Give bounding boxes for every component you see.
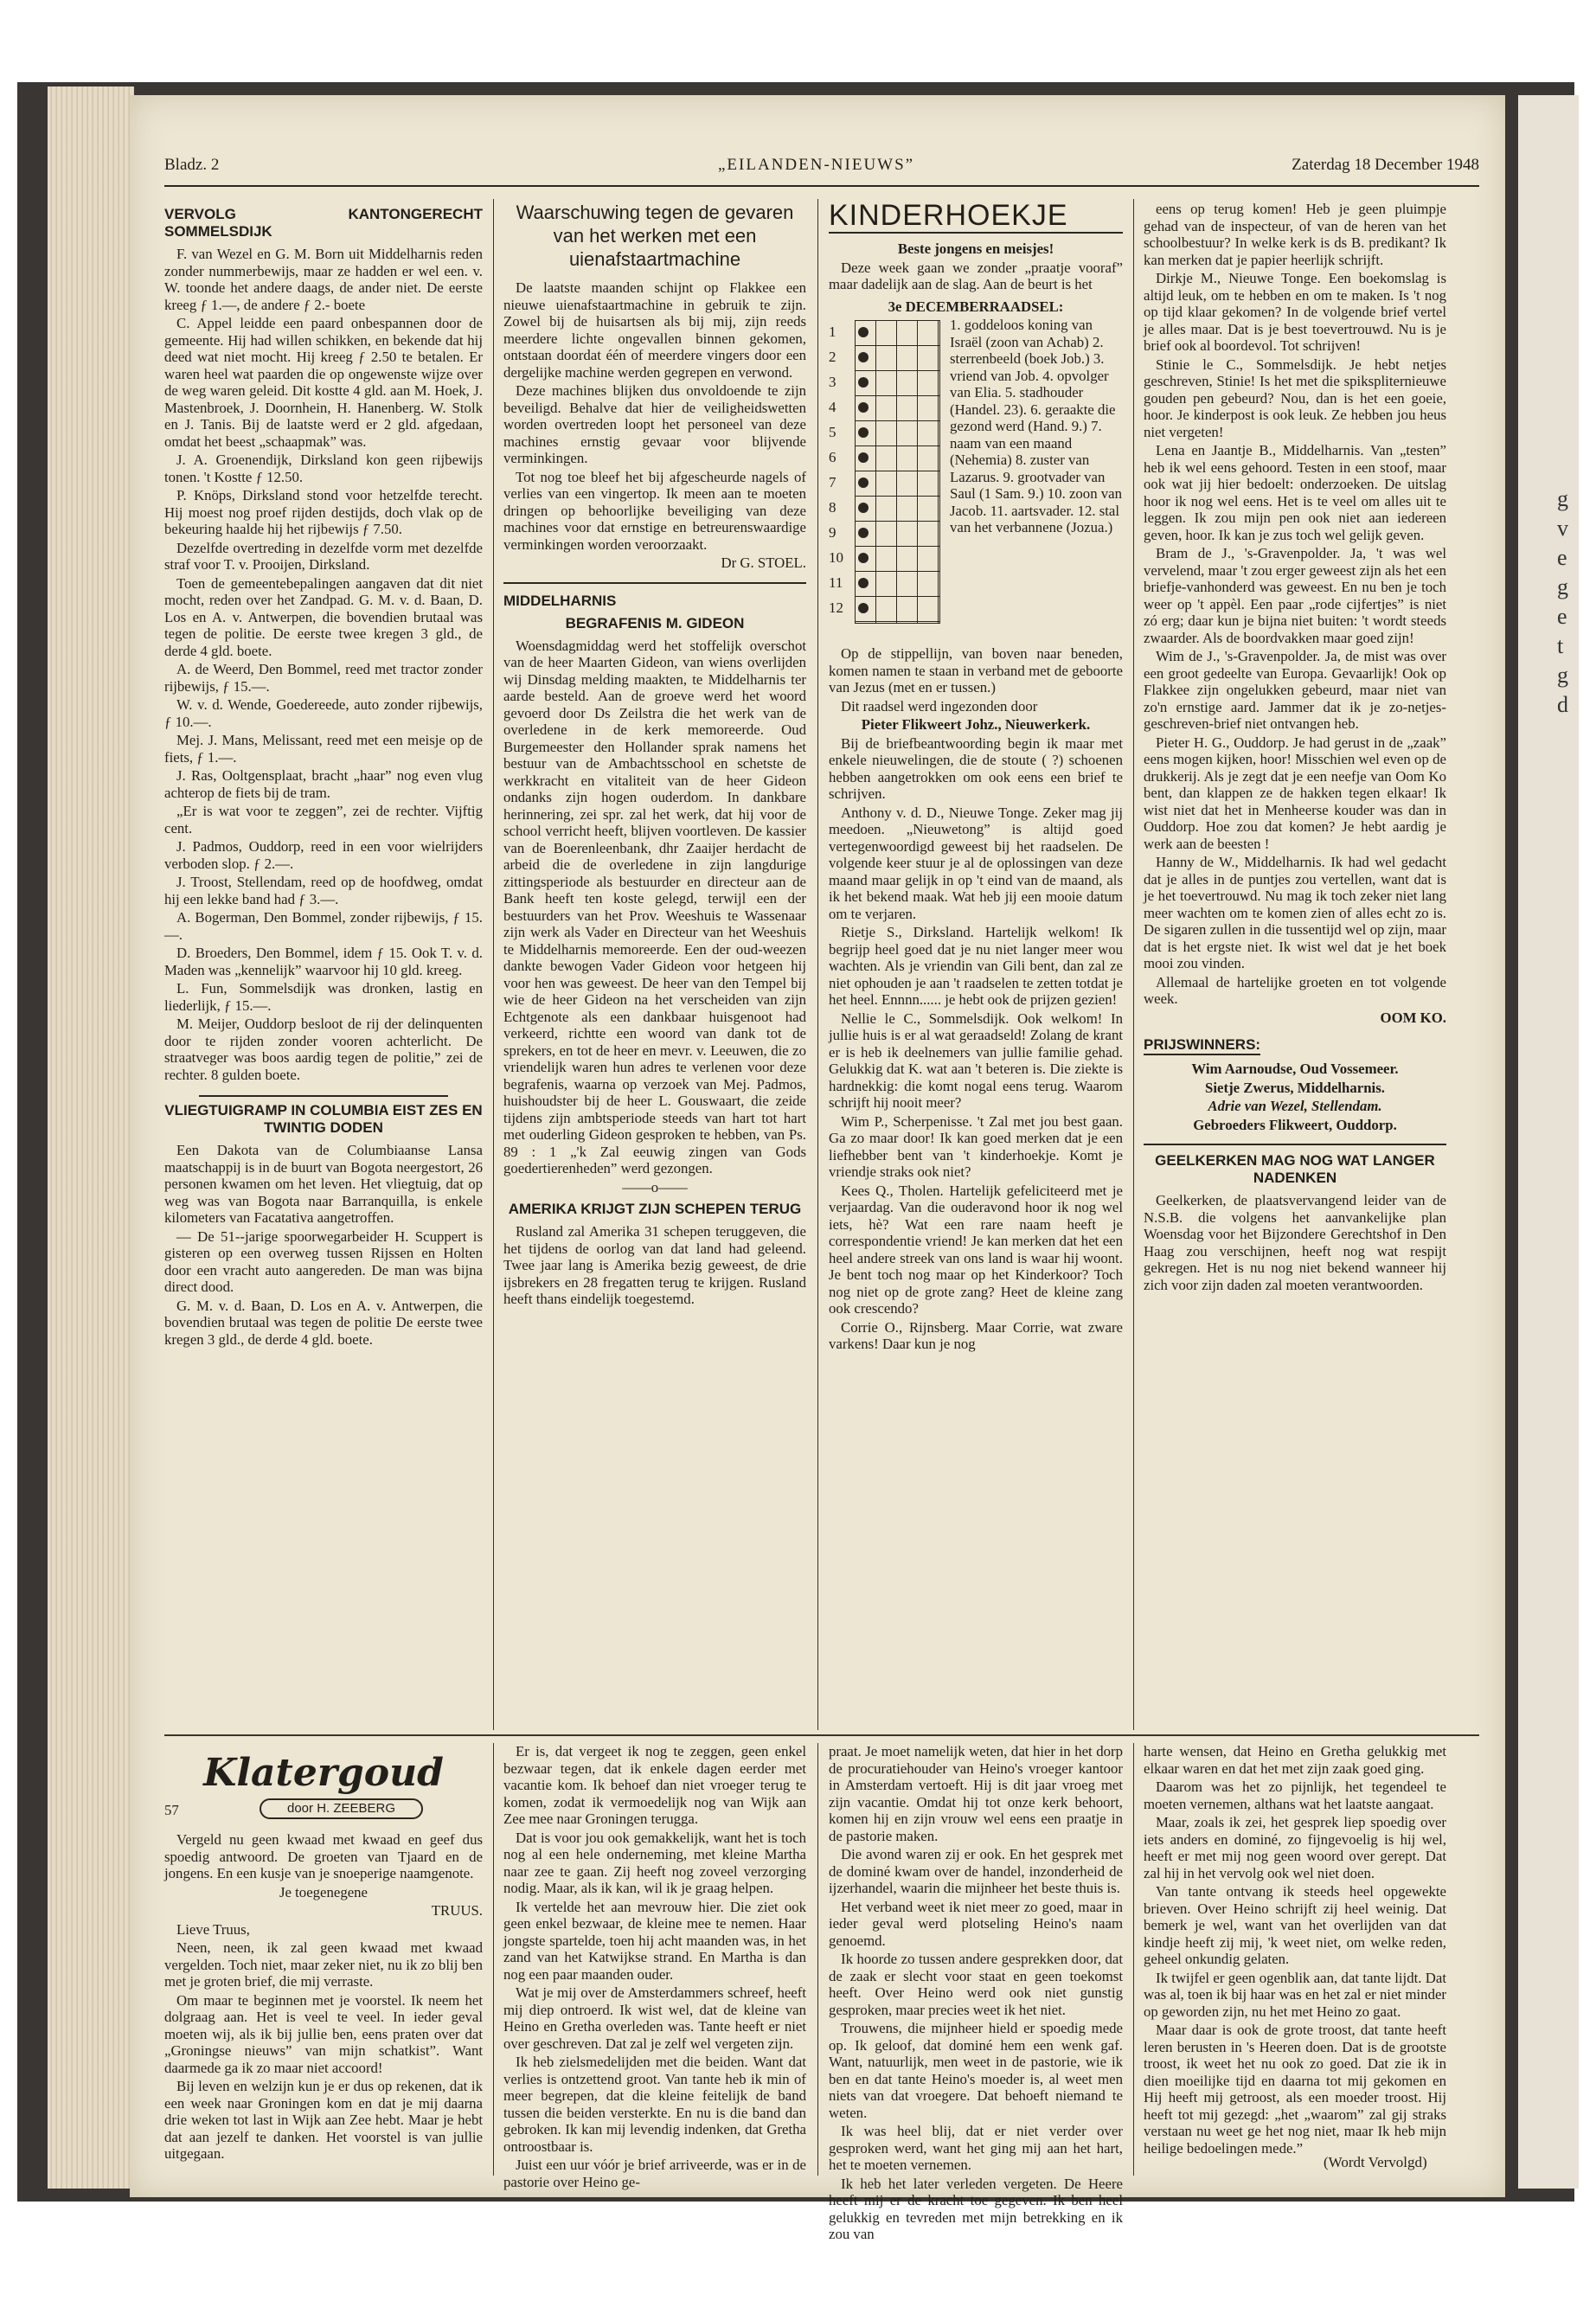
paragraph: — De 51--jarige spoorwegarbeider H. Scuppert is gisteren op een overweg tussen Rijssen en Holten door een vracht auto aangereden. De man was bijna direct dood. xyxy=(164,1227,483,1295)
section-rule xyxy=(164,1734,1479,1736)
puzzle-dot xyxy=(858,327,869,337)
paper-name: „EILANDEN-NIEUWS” xyxy=(718,156,915,174)
puzzle-number: 1 xyxy=(829,324,836,340)
letter-closing: Je toegenegene xyxy=(279,1883,369,1900)
serial-column-4 xyxy=(1144,1743,1446,2157)
column-divider xyxy=(1133,199,1134,1730)
prize-winner: Adrie van Wezel, Stellendam. xyxy=(1208,1098,1382,1114)
column-divider xyxy=(817,1743,818,2176)
puzzle-dot xyxy=(858,553,869,563)
masthead-rule xyxy=(164,185,1479,187)
article-heading: VLIEGTUIGRAMP IN COLUMBIA EIST ZES EN TWINTIG DODEN xyxy=(164,1102,483,1136)
puzzle-number: 3 xyxy=(829,374,836,390)
adjacent-letter: v xyxy=(1557,516,1568,541)
paragraph: Bij de briefbeantwoording begin ik maar met enkele nieuwelingen, die de stoute ( ?) schoenen hebben aangetrokken om ook eens een brief te schrijven. xyxy=(829,734,1123,802)
puzzle-dot xyxy=(858,478,869,488)
paragraph: Van tante ontvang ik steeds heel opgewekte brieven. Over Heino schrijft zij heel weinig. Dat bemerk je wel, want van het overlijden van dat kindje heeft zij mij, 'k weet niet, om welke reden, geheel onkundig gelaten. xyxy=(1144,1883,1446,1967)
paragraph: Een Dakota van de Columbiaanse Lansa maatschappij is in de buurt van Bogota neergestort, 26 personen kwamen om het leven. Het vliegtuig, dat op weg was van Bogota naar Barranquilla, is enkele kilometers van Facatativa aangetroffen. xyxy=(164,1142,483,1226)
puzzle-dot xyxy=(858,427,869,438)
puzzle-number: 5 xyxy=(829,424,836,440)
puzzle-area xyxy=(829,317,1123,645)
adjacent-letter: d xyxy=(1557,692,1568,717)
episode-number: 57 xyxy=(164,1802,179,1818)
column-2 xyxy=(503,197,806,1728)
adjacent-letter: g xyxy=(1557,663,1568,688)
paragraph: J. Ras, Ooltgensplaat, bracht „haar” nog even vlug achterop de fiets bij de tram. xyxy=(164,767,483,801)
paragraph: Bij leven en welzijn kun je er dus op rekenen, dat ik een week naar Groningen kom en dat je mij daarna drie weken tot last in Wijk aan Zee hebt. Maar je hebt dat aan jezelf te danken. Het voorstel is van jullie uitgegaan. xyxy=(164,2078,483,2162)
paragraph: Geelkerken, de plaatsvervangend leider van de N.S.B. die volgens het aanvankelijke plan Woensdag voor het Bijzondere Gerechtshof in Den Haag zou verschijnen, heeft nog wat respijt gekregen. Het is nu nog niet bekend wanneer hij zich voor zijn daden zal moeten verantwoorden. xyxy=(1144,1192,1446,1293)
article-heading: VERVOLG KANTONGERECHT SOMMELSDIJK xyxy=(164,206,483,240)
column-3 xyxy=(829,197,1123,1728)
puzzle-number: 4 xyxy=(829,399,836,415)
paragraph: Neen, neen, ik zal geen kwaad met kwaad vergelden. Toch niet, maar zeker niet, nu ik zo blij ben met je groten brief, die mij verraste. xyxy=(164,1939,483,1990)
paragraph: Anthony v. d. D., Nieuwe Tonge. Zeker mag jij meedoen. „Nieuwetong” is altijd goed vertegenwoordigd geweest bij het raadselen. De volgende keer stuur je al de oplossingen van deze maand maar gelijk in op 't eind van de maand, als ik het bekend maak. Wat heb jij een mooie datum om te verjaren. xyxy=(829,804,1123,922)
paragraph: J. Padmos, Ouddorp, reed in een voor wielrijders verboden slop. ƒ 2.—. xyxy=(164,838,483,872)
adjacent-letter: g xyxy=(1557,574,1568,599)
paragraph: Er is, dat vergeet ik nog te zeggen, geen enkel bezwaar tegen, dat ik enkele dagen eerder met vacantie kom. Ik behoef dan niet vroeger terug te komen, zodat ik vermoedelijk nog van Wijk aan Zee mee naar Groningen terugga. xyxy=(503,1743,806,1827)
puzzle-title: 3e DECEMBERRAADSEL: xyxy=(888,298,1064,315)
masthead xyxy=(164,156,1479,182)
issue-date: Zaterdag 18 December 1948 xyxy=(1292,156,1479,174)
paragraph: Toen de gemeentebepalingen aangaven dat dit niet mocht, reden over het Zandpad. G. M. v. d. Baan, D. Los en A. v. Antwerpen, die bovendien brutaal was tegen de politie. De eerste twee kregen 3 gld., de derde 4 gld. boete. xyxy=(164,574,483,659)
column-divider xyxy=(817,199,818,1730)
paragraph: Mej. J. Mans, Melissant, reed met een meisje op de fiets, ƒ 1.—. xyxy=(164,732,483,766)
separator-rule xyxy=(1144,1144,1446,1145)
prize-heading: PRIJSWINNERS: xyxy=(1144,1036,1260,1055)
section-title: KINDERHOEKJE xyxy=(829,199,1123,234)
column-1 xyxy=(164,201,483,1732)
paragraph: Vergeld nu geen kwaad met kwaad en geef dus spoedig antwoord. De groeten van Tjaard en de jongens. En een kusje van je snoeperige naamgenote. xyxy=(164,1831,483,1881)
place-heading: MIDDELHARNIS xyxy=(503,592,617,609)
signature: Dr G. STOEL. xyxy=(721,554,806,571)
greeting: Beste jongens en meisjes! xyxy=(897,240,1054,257)
paragraph: De laatste maanden schijnt op Flakkee een nieuwe uienafstaartmachine in gebruik te zijn. Zowel bij de huisartsen als bij mij, zijn reeds meerdere lichte ongevallen binnen gekomen, ontstaan doordat één of meerdere vingers door een dergelijke machine werden gegrepen en verwond. xyxy=(503,279,806,381)
paragraph: Hanny de W., Middelharnis. Ik had wel gedacht dat je alles in de puntjes zou vertellen, want dat is je het toevertrouwd. Nu mag ik toch zeker niet lang meer wachten om te komen zien of alles echt zo is. De sigaren zullen in die tussentijd wel op zijn, maar dat is het ergste niet. Ik wist wel dat je het boek mooi zou vinden. xyxy=(1144,854,1446,971)
puzzle-number: 6 xyxy=(829,449,836,465)
serial-byline: door H. ZEEBERG xyxy=(260,1798,423,1819)
puzzle-dot xyxy=(858,452,869,463)
prize-winner: Wim Aarnoudse, Oud Vossemeer. xyxy=(1191,1061,1399,1077)
article-heading: Waarschuwing tegen de gevaren van het werken met een uienafstaartmachine xyxy=(516,202,794,270)
paragraph: F. van Wezel en G. M. Born uit Middelharnis reden zonder nummerbewijs, maar ze hadden er wel een. v. W. toonde het andere daags, de ander niet. De eerste kreeg ƒ 1.—, de andere ƒ 2.- boete xyxy=(164,246,483,313)
paragraph: harte wensen, dat Heino en Gretha gelukkig met elkaar waren en dat het met zijn zaak goed ging. xyxy=(1144,1743,1446,1777)
paragraph: L. Fun, Sommelsdijk was dronken, lastig en liederlijk, ƒ 15.—. xyxy=(164,980,483,1014)
adjacent-letter: e xyxy=(1557,545,1567,570)
separator: ——o—— xyxy=(622,1178,688,1195)
paragraph: G. M. v. d. Baan, D. Los en A. v. Antwerpen, die bovendien brutaal was tegen de politie De eerste twee kregen 3 gld., de derde 4 gld. boete. xyxy=(164,1297,483,1348)
paragraph: Nellie le C., Sommelsdijk. Ook welkom! In jullie huis is er al wat geraadseld! Zolang de krant er is heb ik deelnemers van jullie familie gehad. Gelukkig dat K. wat aan 't beteren is. Die ziekte is hardnekkig: die komt nogal eens terug. Waarom schrijft hij nooit meer? xyxy=(829,1009,1123,1111)
paragraph: Kees Q., Tholen. Hartelijk gefeliciteerd met je verjaardag. Van die ouderavond hoor ik nog wel iets, hè? Wat een rare naam heeft je correspondentie vriend! Je kan merken dat het een heel andere streek van ons land is waar hij woont. Je bent toch nog maar op het Kinderkoor? Toch nog niet op de grote zang? Heet de kleine zang ook crescendo? xyxy=(829,1182,1123,1317)
paragraph: Deze machines blijken dus onvoldoende te zijn beveiligd. Behalve dat hier de veiligheidswetten worden overtreden loopt het personeel van deze machines ernstig gevaar voor blijvende verminkingen. xyxy=(503,382,806,466)
page-number: Bladz. 2 xyxy=(164,156,220,174)
paragraph: Wat je mij over de Amsterdammers schreef, heeft mij diep ontroerd. Ik wist wel, dat de kleine van Heino en Gretha overleden was. Tante heeft er niet over geschreven. Dat zal je zelf wel vergeten zijn. xyxy=(503,1984,806,2052)
column-divider xyxy=(1133,1743,1134,2176)
paragraph: Ik vertelde het aan mevrouw hier. Die ziet ook geen enkel bezwaar, de kleine mee te nemen. Haar jongste spartelde, toen hij acht maanden was, in het zand van het Katwijkse strand. En Martha is dan nog een paar maanden ouder. xyxy=(503,1898,806,1983)
paragraph: W. v. d. Wende, Goedereede, auto zonder rijbewijs, ƒ 10.—. xyxy=(164,696,483,730)
adjacent-letter: t xyxy=(1557,633,1564,658)
paragraph: Dit raadsel werd ingezonden door xyxy=(841,697,1038,715)
paragraph: P. Knöps, Dirksland stond voor hetzelfde terecht. Hij moest nog proef rijden destijds, doch vlak op de bekeuring haalde hij het rijbewijs ƒ 7.50. xyxy=(164,487,483,537)
article-heading: AMERIKA KRIJGT ZIJN SCHEPEN TERUG xyxy=(508,1201,802,1217)
puzzle-number: 2 xyxy=(829,349,836,365)
puzzle-number: 8 xyxy=(829,499,836,516)
puzzle-grid-block xyxy=(829,320,941,623)
prize-winner: Sietje Zwerus, Middelharnis. xyxy=(1205,1079,1385,1096)
serial-column-3 xyxy=(829,1743,1123,2242)
paragraph: Wim P., Scherpenisse. 't Zal met jou best gaan. Ga zo maar door! Ik kan goed merken dat je een liefhebber bent van 't kinderhoekje. Komt je vriendje straks ook niet? xyxy=(829,1112,1123,1180)
paragraph: Dat is voor jou ook gemakkelijk, want het is toch nog al een hele onderneming, met kleine Martha naar zee te gaan. Zij heeft nog zoveel verzorging nodig. Maar, als ik kan, wil ik je graag helpen. xyxy=(503,1829,806,1896)
puzzle-dot xyxy=(858,503,869,513)
paragraph: Ik twijfel er geen ogenblik aan, dat tante lijdt. Dat was al, toen ik bij haar was en het zal er niet minder op geworden zijn, nu het met Heino zo gaat. xyxy=(1144,1969,1446,2020)
separator-rule xyxy=(199,1095,448,1097)
paragraph: A. de Weerd, Den Bommel, reed met tractor zonder rijbewijs, ƒ 15.—. xyxy=(164,661,483,695)
prize-winner: Gebroeders Flikweert, Ouddorp. xyxy=(1193,1116,1397,1133)
column-4 xyxy=(1144,201,1446,1732)
newspaper-page xyxy=(130,95,1505,2242)
paragraph: J. Troost, Stellendam, reed op de hoofdweg, omdat hij een lekke band had ƒ 3.—. xyxy=(164,874,483,907)
paragraph: Woensdagmiddag werd het stoffelijk overschot van de heer Maarten Gideon, van wiens overlijden wij Dinsdag melding maakten, te Middelharnis ter aarde besteld. Aan de groeve werd het woord gevoerd door Ds Zeilstra die het werk van de overledene in de kerk memoreerde. Oud Burgemeester den Hollander sprak namens het bestuur van de Ambachtsschool en schetste de werkkracht en vitaliteit van de heer Gideon ondanks zijn hogen ouderdom. In dankbare herinnering, zei spr. zal het werk, dat hij voor de school verricht heeft, blijven voortleven. De kassier van de Boerenleenbank, dhr Zaaijer herdacht de arbeid die de overledene in zijn langdurige zittingsperiode als bestuurder en directeur aan de Bank heeft ten koste gelegd, terwijl een der bestuurders van het Prov. Weeshuis te Wassenaar zijn werk als Vader en Directeur van het Weeshuis te Middelharnis memoreerde. Een der oud-weezen dankte bewogen Vader Gideon voor hetgeen hij voor hen was geweest. De heer van den Tempel bij wie de heer Gideon na het verscheiden van zijn Echtgenote als een dankbaar huisgenoot had verkeerd, richtte een woord van dank tot de sprekers, en tot de heer en mevr. v. Leeuwen, die zo vriendelijk waren hun adres te verlenen voor deze begrafenis, waarna op verzoek van Mej. Padmos, huishoudster bij de heer L. Gouswaart, die zeide tijdens zijn ambtsperiode steeds van hart tot hart met ouderling Gideon gesproken te hebben, van Ps. 89 : 1 „'k Zal eeuwig zingen van Gods goedertierenheden” werd gezongen. xyxy=(503,637,806,1176)
paragraph: M. Meijer, Ouddorp besloot de rij der delinquenten door te rijden zonder vooren achterlicht. De straatveger was boos aardig tegen de politie,” zei de rechter. 8 gulden boete. xyxy=(164,1016,483,1083)
signature: OOM KO. xyxy=(1380,1009,1446,1026)
paragraph: Deze week gaan we zonder „praatje vooraf” maar dadelijk aan de slag. Aan de beurt is het xyxy=(829,259,1123,292)
paragraph: Lena en Jaantje B., Middelharnis. Van „testen” heb ik wel eens gehoord. Testen in een stoof, maar ook wat jij hier bedoelt: onderzoeken. De uitslag hoor ik nog wel eens. Het is te veel om alles uit te leggen. Ik zou mijn pen ook niet aan iedereen geven, hoor. Ik kan je zus toch wel gelijk geven. xyxy=(1144,442,1446,543)
puzzle-number: 9 xyxy=(829,524,836,541)
serial-title: Klatergoud xyxy=(203,1751,444,1795)
paragraph: Allemaal de hartelijke groeten en tot volgende week. xyxy=(1144,973,1446,1007)
adjacent-letter: e xyxy=(1557,604,1567,629)
paragraph: Dirkje M., Nieuwe Tonge. Een boekomslag is altijd leuk, om te hebben en om te maken. Is 't nog op tijd klaar gekomen? In de volgende brief vertel je alles maar. Dat is je best toevertrouwd. Nu is je brief ook al boordevol. Tot schrijven! xyxy=(1144,270,1446,354)
puzzle-number: 12 xyxy=(829,599,843,616)
puzzle-dot xyxy=(858,578,869,588)
puzzle-number: 7 xyxy=(829,474,836,490)
paragraph: Ik heb het later verleden vergeten. De Heere heeft mij er de kracht toe gegeven. Ik ben heel gelukkig en tevreden met mijn betrekking en ik zou van xyxy=(829,2175,1123,2242)
paragraph: Op de stippellijn, van boven naar beneden, komen namen te staan in verband met de geboorte van Jezus (met en er tussen.) xyxy=(829,645,1123,695)
paragraph: eens op terug komen! Heb je geen pluimpje gehad van de inspecteur, of van de heren van het schoolbestuur? In welke kerk is ds B. predikant? Ik kan merken dat je papier heerlijk schrijft. xyxy=(1144,201,1446,268)
column-divider xyxy=(493,199,494,1730)
puzzle-number: 11 xyxy=(829,574,843,591)
paragraph: Dezelfde overtreding in dezelfde vorm met dezelfde straf voor T. v. Prooijen, Dirksland. xyxy=(164,539,483,573)
paragraph: Tot nog toe bleef het bij afgescheurde nagels of verlies van een vingertop. Ik meen aan te moeten dringen op behoorlijke beveiliging van deze machines voor dat ernstige en betreurenswaardige verminkingen worden veroorzaakt. xyxy=(503,468,806,553)
puzzle-number: 10 xyxy=(829,549,843,566)
paragraph: Stinie le C., Sommelsdijk. Je hebt netjes geschreven, Stinie! Is het met die spikspliternieuwe gouden pen gebeurd? Nou, dan is het een goeie, hoor. Je kinderpost is ook leuk. Ze hebben jou heus niet vergeten! xyxy=(1144,356,1446,440)
paragraph: Om maar te beginnen met je voorstel. Ik neem het dolgraag aan. Het is veel te veel. In ieder geval moeten wij, als ik bij jullie ben, eens praten over dat „Groningse nieuws” van mijn schatkist”. Want daarmede ga ik zo maar niet accoord! xyxy=(164,1991,483,2076)
paragraph: Juist een uur vóór je brief arriveerde, was er in de pastorie over Heino ge- xyxy=(503,2157,806,2190)
paragraph: praat. Je moet namelijk weten, dat hier in het dorp de procuratiehouder van Heino's vroeger kantoor in Amsterdam vertoeft. Hij is dit jaar vroeg met zijn vacantie. Omdat hij tot onze kerk behoort, komen hij en zijn vrouw wel eens een praatje in de pastorie maken. xyxy=(829,1743,1123,1844)
puzzle-dot xyxy=(858,377,869,388)
adjacent-page-edge xyxy=(1518,95,1579,2189)
paragraph: J. A. Groenendijk, Dirksland kon geen rijbewijs tonen. 't Kostte ƒ 12.50. xyxy=(164,452,483,485)
paragraph: Maar daar is ook de grote troost, dat tante heeft leren berusten in 's Heeren doen. Dat is de grootste troost, ik weet het nu ook zo goed. Dat zie ik in dien moeilijke tijd en daarna tot mij gekomen en Hij heeft mij getroost, als een moeder troost. Hij heeft tot mij gezegd: „het „waarom” zal gij straks verstaan nu weet ge het nog niet, maar Ik heb mijn heilige bedoelingen mede.” xyxy=(1144,2022,1446,2157)
article-heading: BEGRAFENIS M. GIDEON xyxy=(565,614,745,631)
paragraph: Trouwens, die mijnheer hield er spoedig mede op. Ik geloof, dat dominé hem een wenk gaf. Want, natuurlijk, men weet in de pastorie, wie ik ben en dat tante Heino's moeder is, al weet men niets van dat vroegere. Dat behoeft niemand te weten. xyxy=(829,2020,1123,2121)
letter-signature: TRUUS. xyxy=(431,1902,483,1919)
paragraph: Ik heb zielsmedelijden met die beiden. Want dat verlies is ontzettend groot. Van tante heb ik min of meer begrepen, dat die kleine feitelijk de band tussen die beiden versterkte. En nu is die band dan gebroken. Ik kan mij levendig indenken, dat Gretha ontroostbaar is. xyxy=(503,2054,806,2155)
paragraph: C. Appel leidde een paard onbespannen door de gemeente. Hij had willen schikken, en bekende dat hij deed wat niet mocht. Hij kreeg ƒ 2.50 te betalen. Er waren heel wat paarden die op ongewenste wijze over de weg waren geleid. Dit kostte 4 gld. aan M. Hoek, J. Mastenbroek, J. Doornhein, H. Hanenberg. W. Stolk en J. Tanis. Bij de laatste werd er 2 gld. afgedaan, omdat het beest „schaapmak” was. xyxy=(164,315,483,450)
paragraph: Pieter H. G., Ouddorp. Je had gerust in de „zaak” eens mogen kijken, hoor! Misschien wel even op de drukkerij. Als je zegt dat je een neefje van Oom Ko bent, dan klappen ze de hakken tegen elkaar! Ik wist niet dat het in Menheerse kouder was dan in Ouddorp. Hoe zou dat komen? Je hebt aardig je werk aan de beesten ! xyxy=(1144,734,1446,852)
paragraph: Die avond waren zij er ook. En het gesprek met de dominé kwam over de handel, inzonderheid de ijzerhandel, waarin die mijnheer het beste thuis is. xyxy=(829,1846,1123,1896)
adjacent-letter: g xyxy=(1557,486,1568,511)
puzzle-clues: 1. goddeloos koning van Israël (zoon van Achab) 2. sterrenbeeld (boek Job.) 3. vriend van Job. 4. opvolger van Elia. 5. stadhouder (Handel. 23). 6. geraakte die gezond werd (Hand. 9.) 7. naam van een maand (Nehemia) 8. zuster van Lazarus. 9. grootvader van Saul (1 Sam. 9.) 10. zoon van Jacob. 11. aartsvader. 12. stal van het verbannene (Jozua.) xyxy=(950,317,1123,535)
paragraph: Lieve Truus, xyxy=(176,1920,250,1938)
page-stack-edge xyxy=(48,87,134,2189)
adjacent-page-text xyxy=(1557,484,1578,720)
paragraph: Maar, zoals ik zei, het gesprek liep spoedig over iets anders en dominé, zo fijngevoelig is hij wel, heeft er met mij nog geen woord over gerept. Dat zal hij in het vervolg ook wel niet doen. xyxy=(1144,1814,1446,1881)
puzzle-dot xyxy=(858,402,869,413)
puzzle-dot xyxy=(858,603,869,613)
paragraph: Bram de J., 's-Gravenpolder. Ja, 't was wel vervelend, maar 't zou erger geweest zijn als het een briefje-vanhonderd was geweest. En nu ben je toch weer op 't appèl. Een paar „rode cijfertjes” is niet zó erg; daar kun je bijna niet buiten: 't wordt steeds zwaarder. Als de boordvakken maar goed zijn! xyxy=(1144,545,1446,646)
puzzle-dot xyxy=(858,528,869,538)
column-divider xyxy=(493,1743,494,2176)
serial-byline-row xyxy=(164,1798,483,1824)
continued-note: (Wordt Vervolgd) xyxy=(1324,2154,1427,2170)
paragraph: Ik hoorde zo tussen andere gesprekken door, dat de zaak er slecht voor staat en geen toekomst heeft. Over Heino werd ook niet gunstig gesproken, maar precies weet ik het niet. xyxy=(829,1951,1123,2018)
paragraph: Corrie O., Rijnsberg. Maar Corrie, wat zware varkens! Daar kun je nog xyxy=(829,1318,1123,1352)
paragraph: Wim de J., 's-Gravenpolder. Ja, de mist was over een groot gedeelte van Europa. Gevaarlijk! Ook op Flakkee zijn ongelukken gebeurd, maar niet van zo'n ernstige aard. Jammer dat ik je zo-netjes-geschreven-brief niet ontvangen heb. xyxy=(1144,648,1446,732)
paragraph: Daarom was het zo pijnlijk, het tegendeel te moeten vernemen, althans wat het laatste aangaat. xyxy=(1144,1779,1446,1812)
submitter: Pieter Flikweert Johz., Nieuwerkerk. xyxy=(861,716,1091,733)
paragraph: D. Broeders, Den Bommel, idem ƒ 15. Ook T. v. d. Maden was „kennelijk” waarvoor hij 10 gld. kreeg. xyxy=(164,945,483,978)
paragraph: A. Bogerman, Den Bommel, zonder rijbewijs, ƒ 15.—. xyxy=(164,909,483,943)
serial-column-2 xyxy=(503,1743,806,2190)
puzzle-dot xyxy=(858,352,869,362)
paragraph: Rietje S., Dirksland. Hartelijk welkom! Ik begrijp heel goed dat je nu niet langer meer wou wachten. Als je vriendin van Gili bent, dan zal ze niet ophouden je aan 't raadselen te zetten totdat je het heel. Ennnn...... je hebt ook de prijzen gezien! xyxy=(829,924,1123,1008)
paragraph: Rusland zal Amerika 31 schepen teruggeven, die het tijdens de oorlog van dat land had geleend. Twee jaar lang is Amerika bezig geweest, de drie ijsbrekers en 28 fregatten terug te krijgen. Rusland heeft thans eindelijk toegestemd. xyxy=(503,1223,806,1307)
paragraph: „Er is wat voor te zeggen”, zei de rechter. Vijftig cent. xyxy=(164,803,483,836)
serial-column-1 xyxy=(164,1743,483,2176)
paragraph: Ik was heel blij, dat er niet verder over gesproken werd, want het ging mij aan het hart, het te moeten vernemen. xyxy=(829,2123,1123,2173)
article-heading: GEELKERKEN MAG NOG WAT LANGER NADENKEN xyxy=(1155,1152,1435,1186)
separator-rule xyxy=(503,582,806,584)
paragraph: Het verband weet ik niet meer zo goed, maar in ieder geval werd plotseling Heino's naam genoemd. xyxy=(829,1898,1123,1949)
